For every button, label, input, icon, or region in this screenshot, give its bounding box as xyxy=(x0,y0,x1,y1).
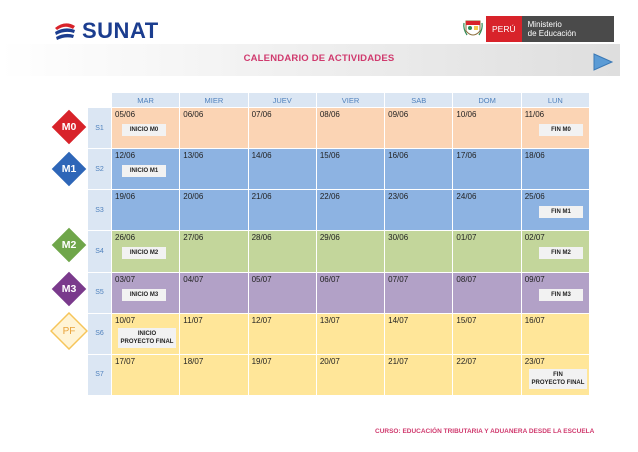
day-cell xyxy=(453,355,520,395)
date-text: 14/07 xyxy=(388,315,409,325)
day-cell xyxy=(180,190,247,230)
date-text: 22/07 xyxy=(456,356,477,366)
date-text: 28/06 xyxy=(251,233,272,243)
date-text: 08/07 xyxy=(456,274,477,284)
date-text: 17/07 xyxy=(115,356,136,366)
day-cell xyxy=(317,108,384,148)
date-text: 24/06 xyxy=(456,192,477,202)
date-text: 12/07 xyxy=(251,315,272,325)
date-text: 05/06 xyxy=(115,110,136,119)
day-cell xyxy=(317,355,384,395)
module-badge-label: M0 xyxy=(61,121,77,133)
page-title: CALENDARIO DE ACTIVIDADES xyxy=(243,53,395,64)
government-brand xyxy=(462,16,614,42)
date-text: 25/06 xyxy=(524,192,545,202)
date-text: 13/06 xyxy=(183,151,204,161)
day-cell xyxy=(317,149,384,189)
end-tag: FIN M1 xyxy=(539,206,583,218)
day-cell xyxy=(112,273,179,313)
day-cell xyxy=(317,273,384,313)
date-text: 17/06 xyxy=(456,151,477,161)
day-cell xyxy=(249,273,316,313)
day-header: DOM xyxy=(453,93,520,107)
day-cell xyxy=(180,108,247,148)
peru-label: PERÚ xyxy=(486,16,522,42)
logo-text: SUNAT xyxy=(82,18,159,43)
day-cell xyxy=(522,108,589,148)
date-text: 09/06 xyxy=(388,110,409,119)
date-text: 06/07 xyxy=(319,274,340,284)
next-arrow-icon[interactable] xyxy=(592,52,614,72)
ministry-line-1: Ministerio xyxy=(527,20,562,29)
day-cell xyxy=(249,190,316,230)
start-tag xyxy=(118,328,176,348)
day-cell xyxy=(317,190,384,230)
date-text: 04/07 xyxy=(183,274,204,284)
date-text: 21/07 xyxy=(388,356,409,366)
week-label: S2 xyxy=(88,149,111,189)
date-text: 20/06 xyxy=(183,192,204,202)
start-tag: INICIO M1 xyxy=(122,165,166,177)
day-header: JUEV xyxy=(249,93,316,107)
date-text: 21/06 xyxy=(251,192,272,202)
day-cell xyxy=(180,149,247,189)
day-cell xyxy=(522,190,589,230)
end-tag: FIN M3 xyxy=(539,289,583,301)
day-cell xyxy=(112,314,179,354)
day-header: SAB xyxy=(385,93,452,107)
date-text: 14/06 xyxy=(251,151,272,161)
week-label: S7 xyxy=(88,355,111,395)
day-header: VIER xyxy=(317,93,384,107)
start-tag: INICIO M3 xyxy=(122,289,166,301)
date-text: 22/06 xyxy=(319,192,340,202)
date-text: 05/07 xyxy=(251,274,272,284)
end-tag: FIN M2 xyxy=(539,247,583,259)
day-cell xyxy=(112,190,179,230)
day-cell xyxy=(112,355,179,395)
day-cell xyxy=(453,108,520,148)
day-cell xyxy=(385,149,452,189)
day-cell xyxy=(112,108,179,148)
start-tag-line-2: PROYECTO FINAL xyxy=(120,338,174,345)
end-tag: FIN M0 xyxy=(539,124,583,136)
date-text: 10/06 xyxy=(456,110,477,119)
day-cell xyxy=(385,108,452,148)
date-text: 20/07 xyxy=(319,356,340,366)
day-cell xyxy=(180,273,247,313)
module-badge-m3 xyxy=(50,270,88,308)
module-badge-pf xyxy=(50,312,88,350)
day-cell xyxy=(453,314,520,354)
day-cell xyxy=(385,231,452,271)
day-cell xyxy=(453,190,520,230)
date-text: 08/06 xyxy=(319,110,340,119)
date-text: 18/07 xyxy=(183,356,204,366)
day-cell xyxy=(180,314,247,354)
week-label: S4 xyxy=(88,231,111,271)
start-tag: INICIO M0 xyxy=(122,124,166,136)
day-cell xyxy=(249,231,316,271)
date-text: 03/07 xyxy=(115,274,136,284)
day-cell xyxy=(453,273,520,313)
header-corner xyxy=(88,93,111,107)
course-footer: CURSO: EDUCACIÓN TRIBUTARIA Y ADUANERA DESDE LA ESCUELA xyxy=(375,428,595,435)
day-cell xyxy=(453,149,520,189)
day-cell xyxy=(249,355,316,395)
module-badge-m1 xyxy=(50,150,88,188)
day-cell xyxy=(453,231,520,271)
date-text: 15/06 xyxy=(319,151,340,161)
module-badge-label: PF xyxy=(62,325,76,337)
date-text: 16/07 xyxy=(524,315,545,325)
day-cell xyxy=(385,355,452,395)
date-text: 13/07 xyxy=(319,315,340,325)
day-cell xyxy=(385,273,452,313)
date-text: 23/06 xyxy=(388,192,409,202)
calendar-grid xyxy=(88,93,589,395)
date-text: 30/06 xyxy=(388,233,409,243)
date-text: 27/06 xyxy=(183,233,204,243)
date-text: 12/06 xyxy=(115,151,136,161)
date-text: 15/07 xyxy=(456,315,477,325)
week-label: S6 xyxy=(88,314,111,354)
date-text: 18/06 xyxy=(524,151,545,161)
day-cell xyxy=(180,355,247,395)
date-text: 01/07 xyxy=(456,233,477,243)
date-text: 29/06 xyxy=(319,233,340,243)
day-cell xyxy=(522,355,589,395)
sunat-logo xyxy=(52,16,159,46)
day-cell xyxy=(385,314,452,354)
ministry-label xyxy=(522,16,614,42)
date-text: 07/06 xyxy=(251,110,272,119)
day-cell xyxy=(112,149,179,189)
day-cell xyxy=(249,314,316,354)
day-header: LUN xyxy=(522,93,589,107)
date-text: 19/06 xyxy=(115,192,136,202)
day-header: MIER xyxy=(180,93,247,107)
week-label: S1 xyxy=(88,108,111,148)
date-text: 26/06 xyxy=(115,233,136,243)
day-cell xyxy=(249,149,316,189)
day-cell xyxy=(180,231,247,271)
start-tag: INICIO M2 xyxy=(122,247,166,259)
module-badge-label: M2 xyxy=(61,239,77,251)
date-text: 19/07 xyxy=(251,356,272,366)
week-label: S5 xyxy=(88,273,111,313)
day-cell xyxy=(522,314,589,354)
end-tag-line-1: FIN xyxy=(553,371,563,378)
date-text: 11/07 xyxy=(183,315,203,325)
module-badge-label: M3 xyxy=(61,283,77,295)
date-text: 09/07 xyxy=(524,274,545,284)
day-header: MAR xyxy=(112,93,179,107)
sunat-logo-icon xyxy=(52,18,78,44)
date-text: 07/07 xyxy=(388,274,409,284)
date-text: 23/07 xyxy=(524,356,545,366)
week-label: S3 xyxy=(88,190,111,230)
module-badge-m0 xyxy=(50,108,88,146)
day-cell xyxy=(317,314,384,354)
date-text: 11/06 xyxy=(524,110,545,119)
day-cell xyxy=(317,231,384,271)
end-tag-line-2: PROYECTO FINAL xyxy=(531,379,585,386)
day-cell xyxy=(522,149,589,189)
day-cell xyxy=(112,231,179,271)
start-tag-line-1: INICIO xyxy=(137,330,157,337)
date-text: 06/06 xyxy=(183,110,204,119)
ministry-line-2: de Educación xyxy=(527,29,577,38)
module-badge-m2 xyxy=(50,226,88,264)
date-text: 16/06 xyxy=(388,151,409,161)
end-tag xyxy=(529,369,587,389)
date-text: 02/07 xyxy=(524,233,545,243)
module-badge-label: M1 xyxy=(61,163,77,175)
date-text: 10/07 xyxy=(115,315,136,325)
day-cell xyxy=(522,273,589,313)
coat-of-arms-icon xyxy=(462,17,484,41)
day-cell xyxy=(249,108,316,148)
day-cell xyxy=(385,190,452,230)
day-cell xyxy=(522,231,589,271)
